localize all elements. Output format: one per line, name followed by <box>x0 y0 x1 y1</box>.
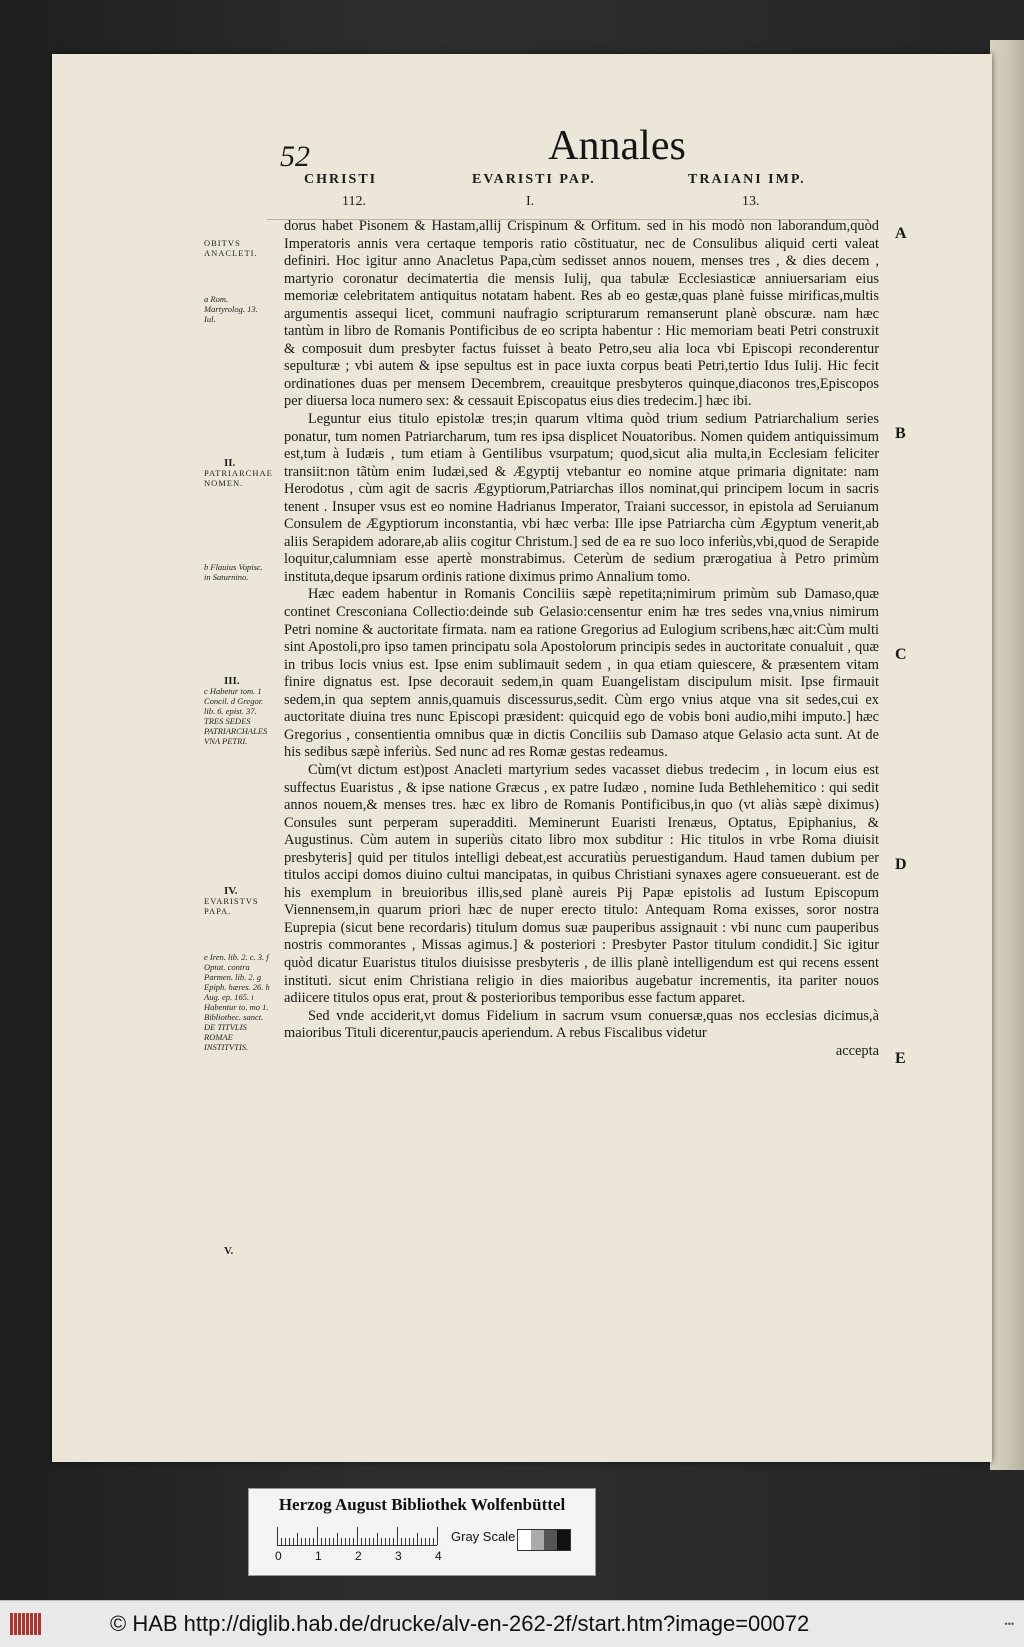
ruler-tick <box>413 1538 414 1545</box>
ruler-tick <box>429 1538 430 1545</box>
side-letter-b: B <box>895 425 906 442</box>
ruler-tick <box>357 1527 358 1545</box>
page-edge <box>990 40 1024 1470</box>
ruler-tick <box>349 1538 350 1545</box>
ruler-tick <box>409 1538 410 1545</box>
paragraph-3: Hæc eadem habentur in Romanis Conciliis sæpè repetita;nimirum primùm sub Damaso,quæ continet Cresconiana Collectio:deinde sub Gelasio:censentur enim hæ tres sedes vna,vnius nimirum Petri nomine & auctoritate firmata. nam ea ratione Gregorius ad Eulogium scribens,hæc ait:Cùm multi sint Apostoli,pro ipso tamen principatu sola Apostolorum principis sedes in auctoritate conualuit , quæ in tribus locis vnius est. Ipse enim sublimauit sedem , in qua etiam quiescere, & præsentem vitam finire dignatus est. Ipse decorauit sedem,in quam Euangelistam discipulum misit. Ipse firmauit sedem,in qua septem annis,quamuis discessurus,sedit. Cùm ergo vnius atque vna sit sedes,cui ex auctoritate diuina tres nunc Episcopi præsident: quicquid ego de vobis boni audio,mihi imputo.] hæc Gregorius , consentientia omnibus quæ in dictis Conciliis sub Damaso atque Gelasio acta sunt. At de his sedibus sæpè inferiùs. Sed nunc ad res Romæ gestas redeamus. <box>284 586 879 761</box>
ruler-tick <box>277 1527 278 1545</box>
scale-label-2: 2 <box>355 1549 362 1563</box>
paragraph-2: Leguntur eius titulo epistolæ tres;in quarum vltima quòd trium sedium Patriarchalium series ponatur, tum nomen Patriarcharum, tum res ipsa displicet Nouatoribus. Nomen quidem antiquissimum est,tum à Iudæis , tum etiam à Gentilibus vsurpatum; quod,sicut alia multa,in Ecclesiam feliciter transiit:non tãtùm enim Iudæi,sed & Ægyptij vtebantur eo nomine atque primaria dignitate: nam Herodotus , cùm agit de sacris Ægyptiorum,Patriarchas illos nominat,qui principem locum in sacris tenent . Insuper vsus est eo nomine Hadrianus Imperator, Traiani successor, in epistola ad Seruianum Consulem de Ægyptiorum inconstantia, vbi hæc verba: Ille ipse Patriarcha cùm Ægyptum venerit,ab aliis Serapidem adorare,ab aliis cogitur Christum.] sed de ea re suo loco inferiùs,vbi,quod de Serapide loquitur,calumniam esse apertè monstrabimus. Ceterùm de sedium prærogatiua à Petro primùm instituta,deque ipsarum ordinis ratione diximus primo Annalium tomo. <box>284 411 879 585</box>
ruler-tick <box>377 1533 378 1545</box>
margin-note-evaristus: IV. EVARISTVS PAPA. <box>204 885 259 916</box>
ruler-tick <box>317 1527 318 1545</box>
ruler-tick <box>281 1538 282 1545</box>
ruler-tick <box>385 1538 386 1545</box>
side-letter-e: E <box>895 1050 906 1067</box>
header-christi: CHRISTI <box>304 172 378 187</box>
margin-note-v: V. <box>224 1245 234 1257</box>
book-page <box>52 54 992 1462</box>
ruler-tick <box>293 1538 294 1545</box>
ruler-tick <box>285 1538 286 1545</box>
ruler-tick <box>401 1538 402 1545</box>
side-letter-c: C <box>895 646 907 663</box>
ruler-tick <box>365 1538 366 1545</box>
paragraph-1: dorus habet Pisonem & Hastam,allij Crispinum & Orfitum. sed in his modò non laborandum,quòd Imperatoris annis vera certaque temporis ratio cõstituatur, nec de Consulibus aliquid certi valeat definiri. Hoc igitur anno Anacletus Papa,cùm sedisset annos nouem, menses tres , & dies decem , martyrio coronatur decimatertia die mensis Iulij, qua tabulæ Ecclesiasticæ anniuersariam eius memoriæ celebritatem antiquitus notatam habent. Res ab eo gestæ,quas planè fuisse mirificas,multis argumentis assequi licet, communi naufragio scripturarum remanserunt planè obscuræ. nam hæc tantùm in libro de Romanis Pontificibus de eo scripta habentur : Hic memoriam beati Petri construxit & composuit dum presbyter factus fuisset à beato Petro,seu alia loca vbi Episcopi reconderentur sepulturæ ; vbi autem & ipse sepultus est in pace iuxta corpus beati Petri,tertio Idus Iulij. Hic fecit ordinationes duas per mensem Decembrem, creauitque presbyteros quinque,diaconos tres,Episcopos per diuersa loca numero sex: & cessauit Episcopatus eius dies tredecim.] hæc ibi. <box>284 218 879 410</box>
viewer-footer <box>0 1600 1024 1647</box>
library-name: Herzog August Bibliothek Wolfenbüttel <box>278 1495 566 1514</box>
ruler-tick <box>325 1538 326 1545</box>
header-year-emperor: 13. <box>742 194 760 209</box>
ruler-tick <box>301 1538 302 1545</box>
margin-note-obitus: OBITVS ANACLETI. <box>204 238 258 258</box>
ruler-tick <box>297 1533 298 1545</box>
ruler-tick <box>341 1538 342 1545</box>
ruler-tick <box>333 1538 334 1545</box>
scale-label-4: 4 <box>435 1549 442 1563</box>
paragraph-5: Sed vnde acciderit,vt domus Fidelium in sacrum vsum conuersæ,quas nos ecclesias dicimus,à maioribus Tituli dicerentur,paucis aperiendum. A rebus Fiscalibus videtur <box>284 1007 879 1042</box>
margin-note-vopisc: b Flauius Vopisc. in Saturnino. <box>204 562 263 582</box>
ruler-tick <box>437 1527 438 1545</box>
hab-logo-icon <box>10 1613 50 1635</box>
running-title: Annales <box>548 123 686 169</box>
ruler-tick <box>421 1538 422 1545</box>
paragraph-4: Cùm(vt dictum est)post Anacleti martyrium sedes vacasset diebus tredecim , in locum eius est suffectus Euaristus , & ipse natione Græcus , ex patre Iudæo , nomine Iuda Bethlehemitico : qui sedit annos nouem,& menses tres. hæc ex libro de Romanis Pontificibus,in quo (vt aliàs sæpè diximus) Consules sunt perperam superadditi. Meminerunt Euaristi Irenæus, Optatus, Epiphanius, & Augustinus. Cùm autem in superiùs citato libro mox subditur : Hic titulos in vrbe Roma diuisit presbyteris] quid per titulos intelligi debeat,est accuratiùs peruestigandum. Haud tamen dubium per titulos accipi domos diuino cultui mancipatas, in quibus Christiani synaxes agere consueuerant. est de his exemplum in breuioribus illis,sed planè aureis Pij Papæ epistolis ad Iustum Episcopum Viennensem,in quarum priori hæc de nuper erecto titulo: Antequam Roma exisses, soror nostra Euprepia (sicut bene recordaris) titulum domus suæ pauperibus assignauit : vbi nunc cum pauperibus nostris commorantes , Missas agimus.] & posteriori : Presbyter Pastor titulum condidit.] Sic igitur quòd dicatur Euaristus titulos diuisisse presbyteris , de illis planè intelligendum est qui recens essent instituti. sicut enim Christiana religio in dies maioribus augebatur incrementis, ita pariter nouos adiicere titulos opus erat, prout & posterioribus temporibus esse factum apparet. <box>284 761 879 1007</box>
ruler-tick <box>417 1533 418 1545</box>
margin-note-tres-sedes: III. c Habetur tom. 1 Concil. d Gregor. lib. 6. epist. 37. TRES SEDES PATRIARCHALES VNA PETRI. <box>204 675 268 746</box>
ruler-tick <box>309 1538 310 1545</box>
gray-scale-label: Gray Scale <box>451 1529 516 1544</box>
ruler-tick <box>425 1538 426 1545</box>
scale-label-3: 3 <box>395 1549 402 1563</box>
scale-label-1: 1 <box>315 1549 322 1563</box>
ruler-tick <box>381 1538 382 1545</box>
ruler-tick <box>305 1538 306 1545</box>
gray-scale-swatch <box>517 1529 571 1551</box>
header-traiani: TRAIANI IMP. <box>688 172 806 187</box>
ruler-tick <box>321 1538 322 1545</box>
header-evaristi: EVARISTI PAP. <box>472 172 596 187</box>
ruler-tick <box>373 1538 374 1545</box>
ruler-tick <box>353 1538 354 1545</box>
footer-dots-icon: ••• <box>1004 1619 1014 1629</box>
folio-number: 52 <box>280 140 310 173</box>
side-letter-a: A <box>895 225 907 242</box>
library-color-card <box>248 1488 596 1576</box>
ruler-tick <box>389 1538 390 1545</box>
ruler-tick <box>393 1538 394 1545</box>
ruler-tick <box>337 1533 338 1545</box>
page-content <box>52 54 992 1462</box>
main-text-block <box>284 218 879 1060</box>
ruler-tick <box>329 1538 330 1545</box>
scale-label-0: 0 <box>275 1549 282 1563</box>
margin-note-martyrolog: a Rom. Martyrolog. 13. Iul. <box>204 294 258 324</box>
scale-ruler <box>277 1525 437 1546</box>
header-year-christi: 112. <box>342 194 366 209</box>
ruler-tick <box>405 1538 406 1545</box>
margin-note-patriarchae: II. PATRIARCHAE NOMEN. <box>204 457 273 488</box>
header-year-pope: I. <box>526 194 535 209</box>
ruler-tick <box>397 1527 398 1545</box>
ruler-tick <box>313 1538 314 1545</box>
footer-copyright-link[interactable]: © HAB http://diglib.hab.de/drucke/alv-en-262-2f/start.htm?image=00072 <box>110 1611 810 1636</box>
side-letter-d: D <box>895 856 907 873</box>
ruler-tick <box>369 1538 370 1545</box>
ruler-tick <box>433 1538 434 1545</box>
ruler-tick <box>289 1538 290 1545</box>
ruler-tick <box>345 1538 346 1545</box>
margin-note-titulis: e Iren. lib. 2. c. 3. f Optat. contra Parmen. lib. 2. g Epiph. hæres. 26. h Aug. ep. 165. i Habentur to. mo 1. Bibliothec. sanct. DE TITVLIS ROMAE INSTITVTIS. <box>204 952 270 1052</box>
ruler-tick <box>361 1538 362 1545</box>
catchword: accepta <box>835 1042 879 1059</box>
